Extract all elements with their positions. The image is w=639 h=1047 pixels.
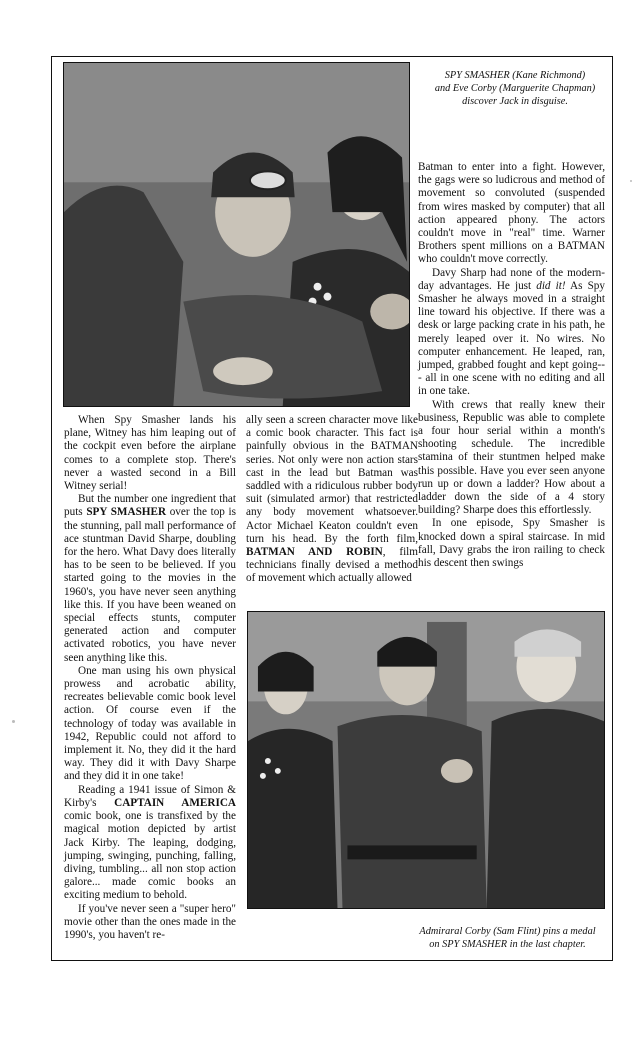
paragraph: One man using his own physical prowess and acrobatic ability, recreates believable comic book level action. Of course even if the technology of today was available in 1942, Republic could not afford to implement it. No, they did it the hard way. They did it with Davy Sharpe and they did it in one take!: [64, 664, 236, 783]
photo-spy-smasher-eve-jack: [63, 62, 410, 407]
paragraph: If you've never seen a "super hero" movie other than the ones made in the 1990's, you haven't re-: [64, 902, 236, 941]
text-run: comic book, one is transfixed by the magical motion depicted by artist Jack Kirby. The leaping, dodging, jumping, swinging, punching, falling, diving, tumbling... all non stop action galore... made comic books an exciting medium to behold.: [64, 810, 236, 902]
text-run: Davy Sharp had none of the modern-day advantages. He just: [418, 266, 605, 292]
caption-bottom: [400, 925, 615, 951]
column-left: [64, 414, 236, 942]
scan-speck: [12, 720, 15, 723]
paragraph: When Spy Smasher lands his plane, Witney has him leaping out of the cockpit even before the airplane comes to a complete stop. There's never a wasted second in a Bill Witney serial!: [64, 414, 236, 493]
text-run: over the top is the stunning, pall mall performance of ace stuntman David Sharpe, doubling for the hero. What Davy does literally has to be seen to be believed. If you started going to the movies in the 1960's, you have never seen anything like this. If you have been weaned on special effects stunts, computer generated action and computer activated robotics, you have never seen anything like this.: [64, 506, 237, 664]
text-run: BATMAN AND ROBIN: [246, 546, 383, 559]
paragraph: [64, 784, 236, 903]
paragraph: [64, 493, 236, 665]
photo-still-2-icon: [248, 612, 604, 908]
text-run: CAPTAIN AMERICA: [114, 796, 236, 809]
caption-top-line-2: and Eve Corby (Marguerite Chapman): [434, 83, 596, 94]
paragraph: [418, 267, 605, 399]
paragraph: Batman to enter into a fight. However, the gags were so ludicrous and method of movement so convoluted (suspended from wires masked by computer) that all action appeared phony. The actors couldn't move in "real" time. Warner Brothers spent millions on a BATMAN who couldn't move correctly.: [418, 161, 605, 266]
column-middle: [246, 414, 418, 586]
paragraph: [246, 414, 418, 586]
scan-speck: [630, 180, 632, 182]
caption-bottom-line-2: on SPY SMASHER in the last chapter.: [429, 939, 586, 950]
text-run: ally seen a screen character move like a comic book character. This fact is painfully obvious in the BATMAN series. Not only were non action stars cast in the lead but Batman was saddled with a ridiculous rubber body suit (simulated armor) that restricted any body movement whatsoever. Actor Michael Keaton couldn't even turn his head. By the forth film,: [246, 414, 418, 545]
photo-still-1-icon: [64, 63, 409, 406]
caption-top: [418, 69, 612, 108]
caption-bottom-line-1: Admiraral Corby (Sam Flint) pins a medal: [419, 926, 596, 937]
caption-top-line-3: discover Jack in disguise.: [462, 96, 568, 107]
text-run: , film technicians finally devised a method of movement which actually allowed: [246, 546, 418, 585]
photo-admiral-corby-medal: [247, 611, 605, 909]
caption-top-line-1: SPY SMASHER (Kane Richmond): [444, 70, 586, 81]
text-run: SPY SMASHER: [86, 506, 167, 519]
column-right: [418, 161, 605, 570]
text-run: As Spy Smasher he always moved in a straight line toward his objective. If there was a desk or large packing crate in his path, he merely leaped over it. No wires. No computer enhancement. He leaped, ran, jumped, grabbed fought and kept going--- all in one scene with no editing and all in one take.: [418, 279, 605, 398]
text-run: did it!: [536, 279, 566, 292]
text-run: Reading a 1941 issue of Simon & Kirby's: [64, 783, 236, 809]
paragraph: In one episode, Spy Smasher is knocked down a spiral staircase. In mid fall, Davy grabs the iron railing to check his descent then swings: [418, 517, 605, 570]
text-run: But the number one ingredient that puts: [64, 493, 236, 519]
paragraph: With crews that really knew their business, Republic was able to complete a four hour serial within a month's shooting schedule. The incredible stamina of their stuntmen helped make this possible. Have you ever seen anyone run up or down a ladder? How about a ladder down the side of a 4 story building? Sharpe does this effortlessly.: [418, 398, 605, 517]
